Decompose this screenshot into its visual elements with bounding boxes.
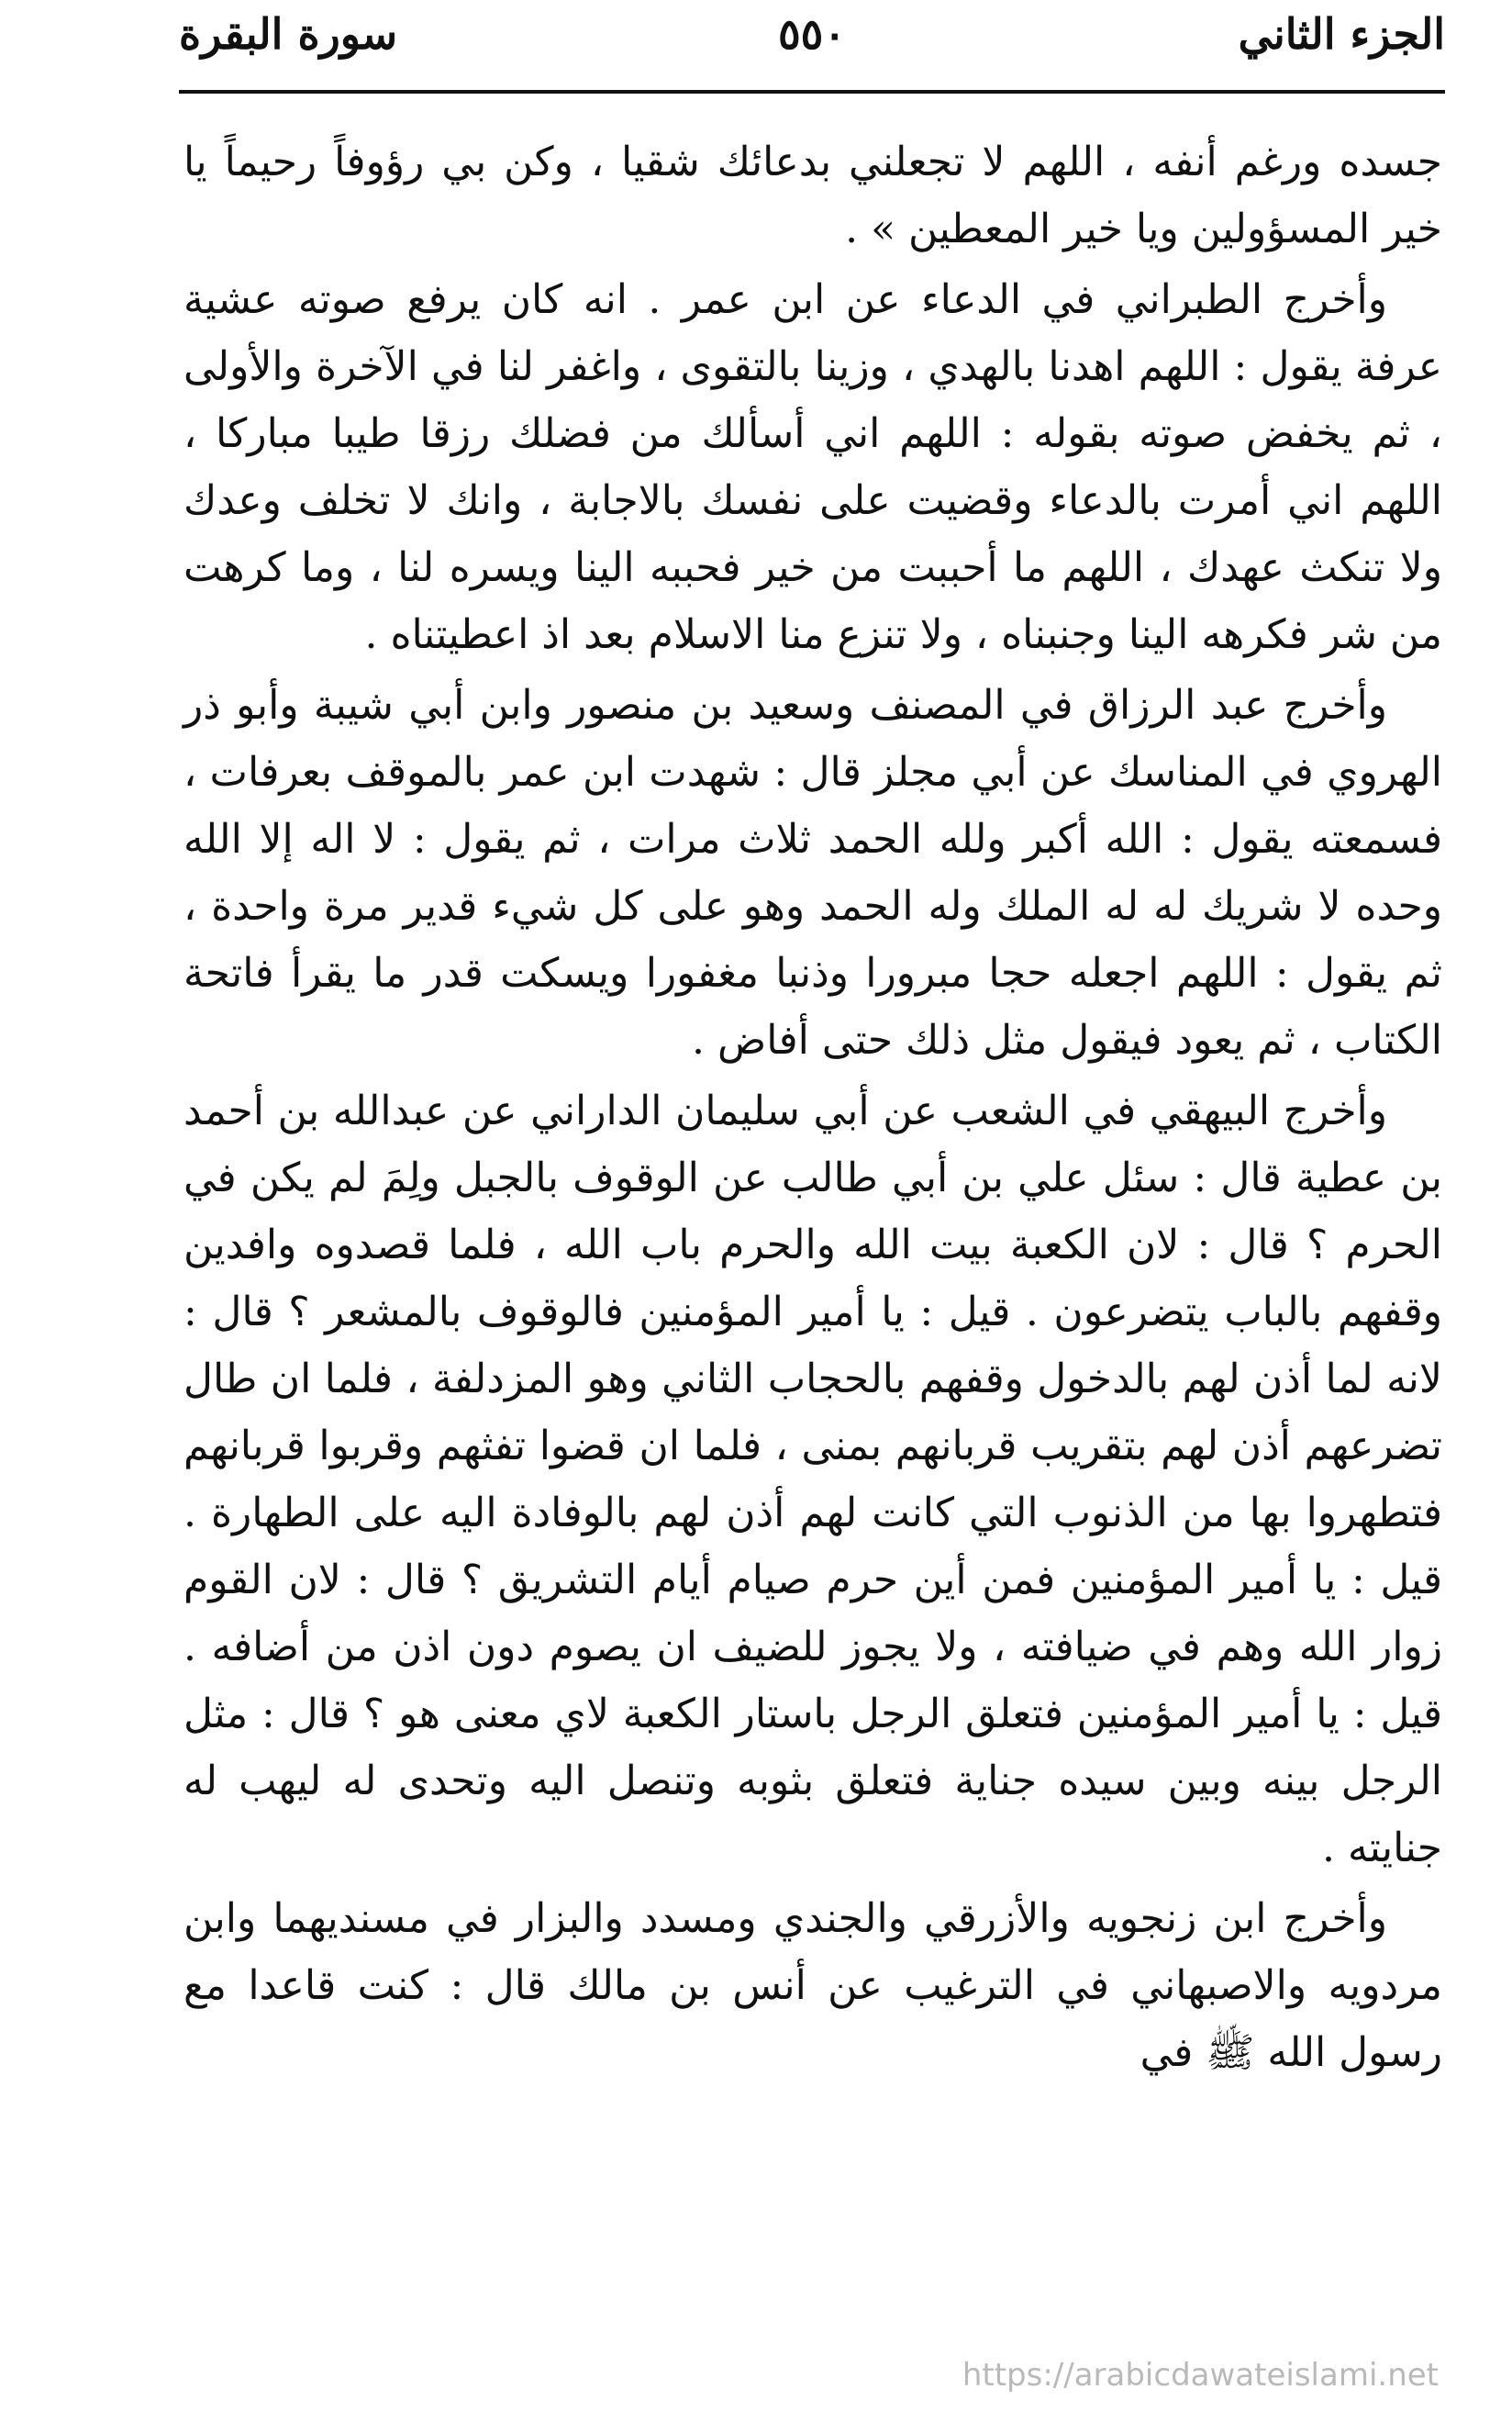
paragraph-continuation: جسده ورغم أنفه ، اللهم لا تجعلني بدعائك شقيا ، وكن بي رؤوفاً رحيماً يا خير المسؤولين ويا خير المعطين » .	[183, 139, 1442, 252]
paragraph-abdulrazzaq: وأخرج عبد الرزاق في المصنف وسعيد بن منصور وابن أبي شيبة وأبو ذر الهروي في المناسك عن أبي مجلز قال : شهدت ابن عمر بالموقف بعرفات ، فسمعته يقول : الله أكبر ولله الحمد ثلاث مرات ، ثم يقول : لا اله إلا الله وحده لا شريك له له الملك وله الحمد وهو على كل شيء قدير مرة واحدة ، ثم يقول : اللهم اجعله حجا مبرورا وذنبا مغفورا ويسكت قدر ما يقرأ فاتحة الكتاب ، ثم يعود فيقول مثل ذلك حتى أفاض .	[183, 682, 1442, 1064]
paragraph-tabarani: وأخرج الطبراني في الدعاء عن ابن عمر . انه كان يرفع صوته عشية عرفة يقول : اللهم اهدنا بالهدي ، وزينا بالتقوى ، واغفر لنا في الآخرة والأولى ، ثم يخفض صوته بقوله : اللهم اني أسألك من فضلك رزقا طيبا مباركا ، اللهم اني أمرت بالدعاء وقضيت على نفسك بالاجابة ، وانك لا تخلف وعدك ولا تنكث عهدك ، اللهم ما أحببت من خير فحببه الينا ويسره لنا ، وما كرهت من شر فكرهه الينا وجنبناه ، ولا تنزع منا الاسلام بعد اذ اعطيتناه .	[183, 276, 1442, 658]
page-body	[183, 128, 1442, 2090]
part-title: الجزء الثاني	[1238, 9, 1445, 59]
surah-title: سورة البقرة	[179, 9, 398, 59]
page-number: ٥٥٠	[777, 9, 847, 59]
page-header	[179, 9, 1445, 83]
paragraph-ibn-zanjawayh: وأخرج ابن زنجويه والأزرقي والجندي ومسدد والبزار في مسنديهما وابن مردويه والاصبهاني في الترغيب عن أنس بن مالك قال : كنت قاعدا مع رسول الله ﷺ في	[183, 1895, 1442, 2076]
paragraph-bayhaqi: وأخرج البيهقي في الشعب عن أبي سليمان الداراني عن عبدالله بن أحمد بن عطية قال : سئل علي بن أبي طالب عن الوقوف بالجبل ولِمَ لم يكن في الحرم ؟ قال : لان الكعبة بيت الله والحرم باب الله ، فلما قصدوه وافدين وقفهم بالباب يتضرعون . قيل : يا أمير المؤمنين فالوقوف بالمشعر ؟ قال : لانه لما أذن لهم بالدخول وقفهم بالحجاب الثاني وهو المزدلفة ، فلما ان طال تضرعهم أذن لهم بتقريب قربانهم بمنى ، فلما ان قضوا تفثهم وقربوا قربانهم فتطهروا بها من الذنوب التي كانت لهم أذن لهم بالوفادة اليه على الطهارة . قيل : يا أمير المؤمنين فمن أين حرم صيام أيام التشريق ؟ قال : لان القوم زوار الله وهم في ضيافته ، ولا يجوز للضيف ان يصوم دون اذن من أضافه . قيل : يا أمير المؤمنين فتعلق الرجل باستار الكعبة لاي معنى هو ؟ قال : مثل الرجل بينه وبين سيده جناية فتعلق بثوبه وتنصل اليه وتحدى له ليهب له جنايته .	[183, 1088, 1442, 1871]
watermark-url: https://arabicdawateislami.net	[962, 2357, 1439, 2394]
header-divider	[179, 90, 1445, 94]
